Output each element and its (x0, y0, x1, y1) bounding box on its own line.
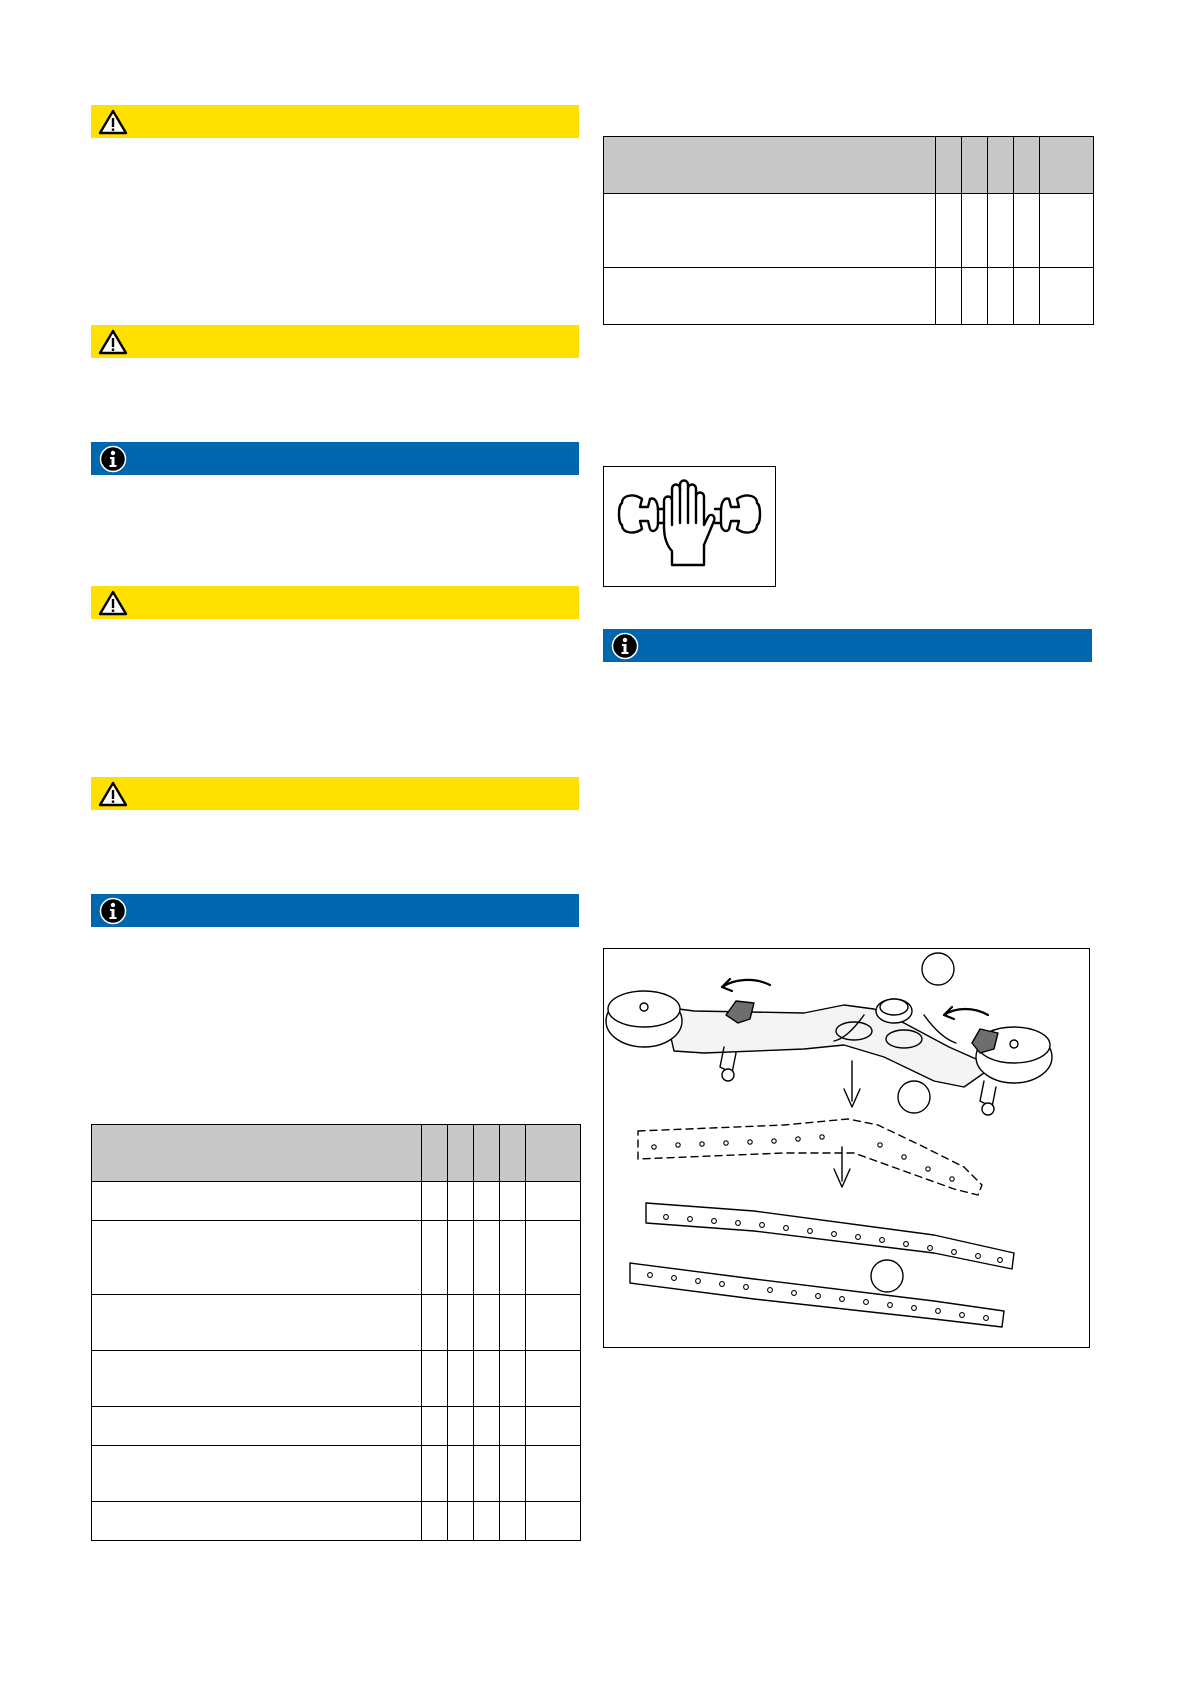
table-cell (526, 1351, 581, 1407)
table-cell (474, 1502, 500, 1541)
warning-triangle-icon (91, 777, 135, 810)
table-cell (526, 1446, 581, 1502)
table-cell (936, 137, 962, 194)
table-cell (422, 1407, 448, 1446)
table-cell (448, 1182, 474, 1221)
table-cell (92, 1351, 422, 1407)
table-cell (500, 1407, 526, 1446)
table-cell (474, 1221, 500, 1295)
table-cell (448, 1295, 474, 1351)
info-bar (603, 629, 1092, 662)
table-cell (422, 1502, 448, 1541)
table-cell (474, 1407, 500, 1446)
table-cell (422, 1446, 448, 1502)
table-cell (422, 1221, 448, 1295)
table-cell (962, 194, 988, 268)
table-cell (526, 1502, 581, 1541)
maintenance-table-bottom (91, 1124, 581, 1541)
table-cell (474, 1351, 500, 1407)
table-row (92, 1446, 581, 1502)
table-cell (500, 1351, 526, 1407)
table-cell (526, 1407, 581, 1446)
info-icon (91, 442, 135, 475)
table-cell (92, 1502, 422, 1541)
table-cell (988, 137, 1014, 194)
table-cell (448, 1446, 474, 1502)
maintenance-table-top (603, 136, 1094, 325)
table-cell (1040, 137, 1094, 194)
table-cell (474, 1295, 500, 1351)
table-cell (526, 1125, 581, 1182)
table-cell (1014, 194, 1040, 268)
info-icon (91, 894, 135, 927)
info-bar (91, 894, 579, 927)
table-cell (92, 1407, 422, 1446)
table-cell (422, 1182, 448, 1221)
table-cell (500, 1295, 526, 1351)
table-cell (962, 137, 988, 194)
table-cell (604, 268, 936, 325)
warning-bar (91, 586, 579, 619)
table-cell (448, 1221, 474, 1295)
table-cell (526, 1295, 581, 1351)
table-cell (500, 1221, 526, 1295)
warning-triangle-icon (91, 586, 135, 619)
table-cell (500, 1125, 526, 1182)
warning-triangle-icon (91, 325, 135, 358)
table-cell (422, 1351, 448, 1407)
table-cell (448, 1407, 474, 1446)
table-cell (92, 1125, 422, 1182)
table-cell (1040, 268, 1094, 325)
service-symbol-frame (603, 466, 776, 587)
table-cell (526, 1182, 581, 1221)
info-bar (91, 442, 579, 475)
table-cell (988, 194, 1014, 268)
table-row (92, 1407, 581, 1446)
table-row (92, 1182, 581, 1221)
squeegee-assembly-figure (603, 948, 1090, 1348)
table-cell (474, 1182, 500, 1221)
table-row (92, 1221, 581, 1295)
table-cell (474, 1125, 500, 1182)
table-cell (1040, 194, 1094, 268)
table-row (604, 268, 1094, 325)
table-row (92, 1502, 581, 1541)
table-cell (1014, 268, 1040, 325)
table-cell (988, 268, 1014, 325)
table-header-row (92, 1125, 581, 1182)
warning-bar (91, 105, 579, 138)
table-cell (92, 1221, 422, 1295)
table-cell (962, 268, 988, 325)
table-cell (1014, 137, 1040, 194)
table-cell (526, 1221, 581, 1295)
table-cell (448, 1351, 474, 1407)
table-header-row (604, 137, 1094, 194)
table-cell (936, 268, 962, 325)
table-cell (500, 1446, 526, 1502)
table-cell (448, 1502, 474, 1541)
table-cell (422, 1295, 448, 1351)
table-cell (936, 194, 962, 268)
squeegee-assembly-drawing (604, 949, 1089, 1347)
table-cell (422, 1125, 448, 1182)
table-row (604, 194, 1094, 268)
table-row (92, 1295, 581, 1351)
table-row (92, 1351, 581, 1407)
warning-triangle-icon (91, 105, 135, 138)
table-cell (474, 1446, 500, 1502)
table-cell (92, 1295, 422, 1351)
warning-bar (91, 777, 579, 810)
table-cell (92, 1446, 422, 1502)
table-cell (604, 137, 936, 194)
table-cell (448, 1125, 474, 1182)
table-cell (500, 1182, 526, 1221)
warning-bar (91, 325, 579, 358)
table-cell (604, 194, 936, 268)
table-cell (92, 1182, 422, 1221)
table-cell (500, 1502, 526, 1541)
wrench-hand-icon (604, 467, 775, 586)
info-icon (603, 629, 647, 662)
